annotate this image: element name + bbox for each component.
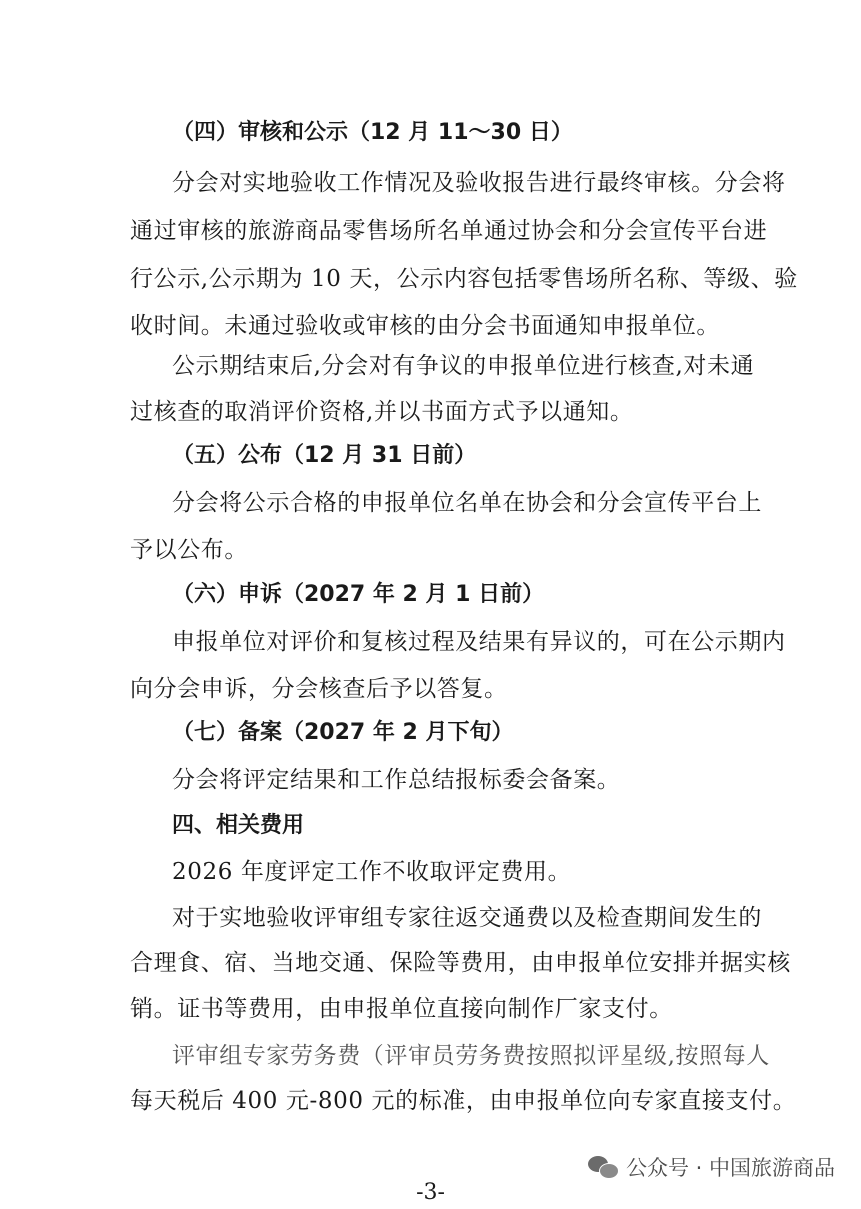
section-heading-filing: （七）备案（2027 年 2 月下旬）	[172, 720, 514, 745]
paragraph-line: 向分会申诉，分会核查后予以答复。	[130, 676, 508, 702]
paragraph-line: 过核查的取消评价资格,并以书面方式予以通知。	[130, 399, 634, 425]
section-heading-publish: （五）公布（12 月 31 日前）	[172, 443, 477, 468]
paragraph-line: 通过审核的旅游商品零售场所名单通过协会和分会宣传平台进	[130, 218, 768, 244]
section-heading-appeal: （六）申诉（2027 年 2 月 1 日前）	[172, 582, 545, 607]
watermark-text: 公众号 · 中国旅游商品	[625, 1156, 835, 1180]
paragraph-line: 分会将公示合格的申报单位名单在协会和分会宣传平台上	[172, 490, 762, 516]
part-heading-fees: 四、相关费用	[172, 813, 305, 838]
wechat-icon	[588, 1154, 618, 1180]
paragraph-line: 公示期结束后,分会对有争议的申报单位进行核查,对未通	[172, 353, 755, 379]
paragraph-line: 合理食、宿、当地交通、保险等费用，由申报单位安排并据实核	[130, 950, 791, 976]
paragraph-line: 销。证书等费用，由申报单位直接向制作厂家支付。	[130, 996, 673, 1022]
paragraph-line: 收时间。未通过验收或审核的由分会书面通知申报单位。	[130, 313, 720, 339]
paragraph-line: 2026 年度评定工作不收取评定费用。	[172, 859, 572, 885]
paragraph-line: 分会对实地验收工作情况及验收报告进行最终审核。分会将	[172, 170, 786, 196]
section-heading-review: （四）审核和公示（12 月 11～30 日）	[172, 120, 573, 145]
paragraph-line: 行公示,公示期为 10 天，公示内容包括零售场所名称、等级、验	[130, 266, 798, 292]
account-watermark	[588, 1152, 835, 1182]
paragraph-line: 分会将评定结果和工作总结报标委会备案。	[172, 767, 621, 793]
paragraph-line: 申报单位对评价和复核过程及结果有异议的，可在公示期内	[172, 629, 786, 655]
paragraph-line: 对于实地验收评审组专家往返交通费以及检查期间发生的	[172, 905, 762, 931]
paragraph-line: 每天税后 400 元-800 元的标准，由申报单位向专家直接支付。	[130, 1088, 797, 1114]
paragraph-line: 予以公布。	[130, 537, 248, 563]
paragraph-line: 评审组专家劳务费（评审员劳务费按照拟评星级,按照每人	[172, 1043, 770, 1069]
page-number: -3-	[416, 1180, 445, 1205]
